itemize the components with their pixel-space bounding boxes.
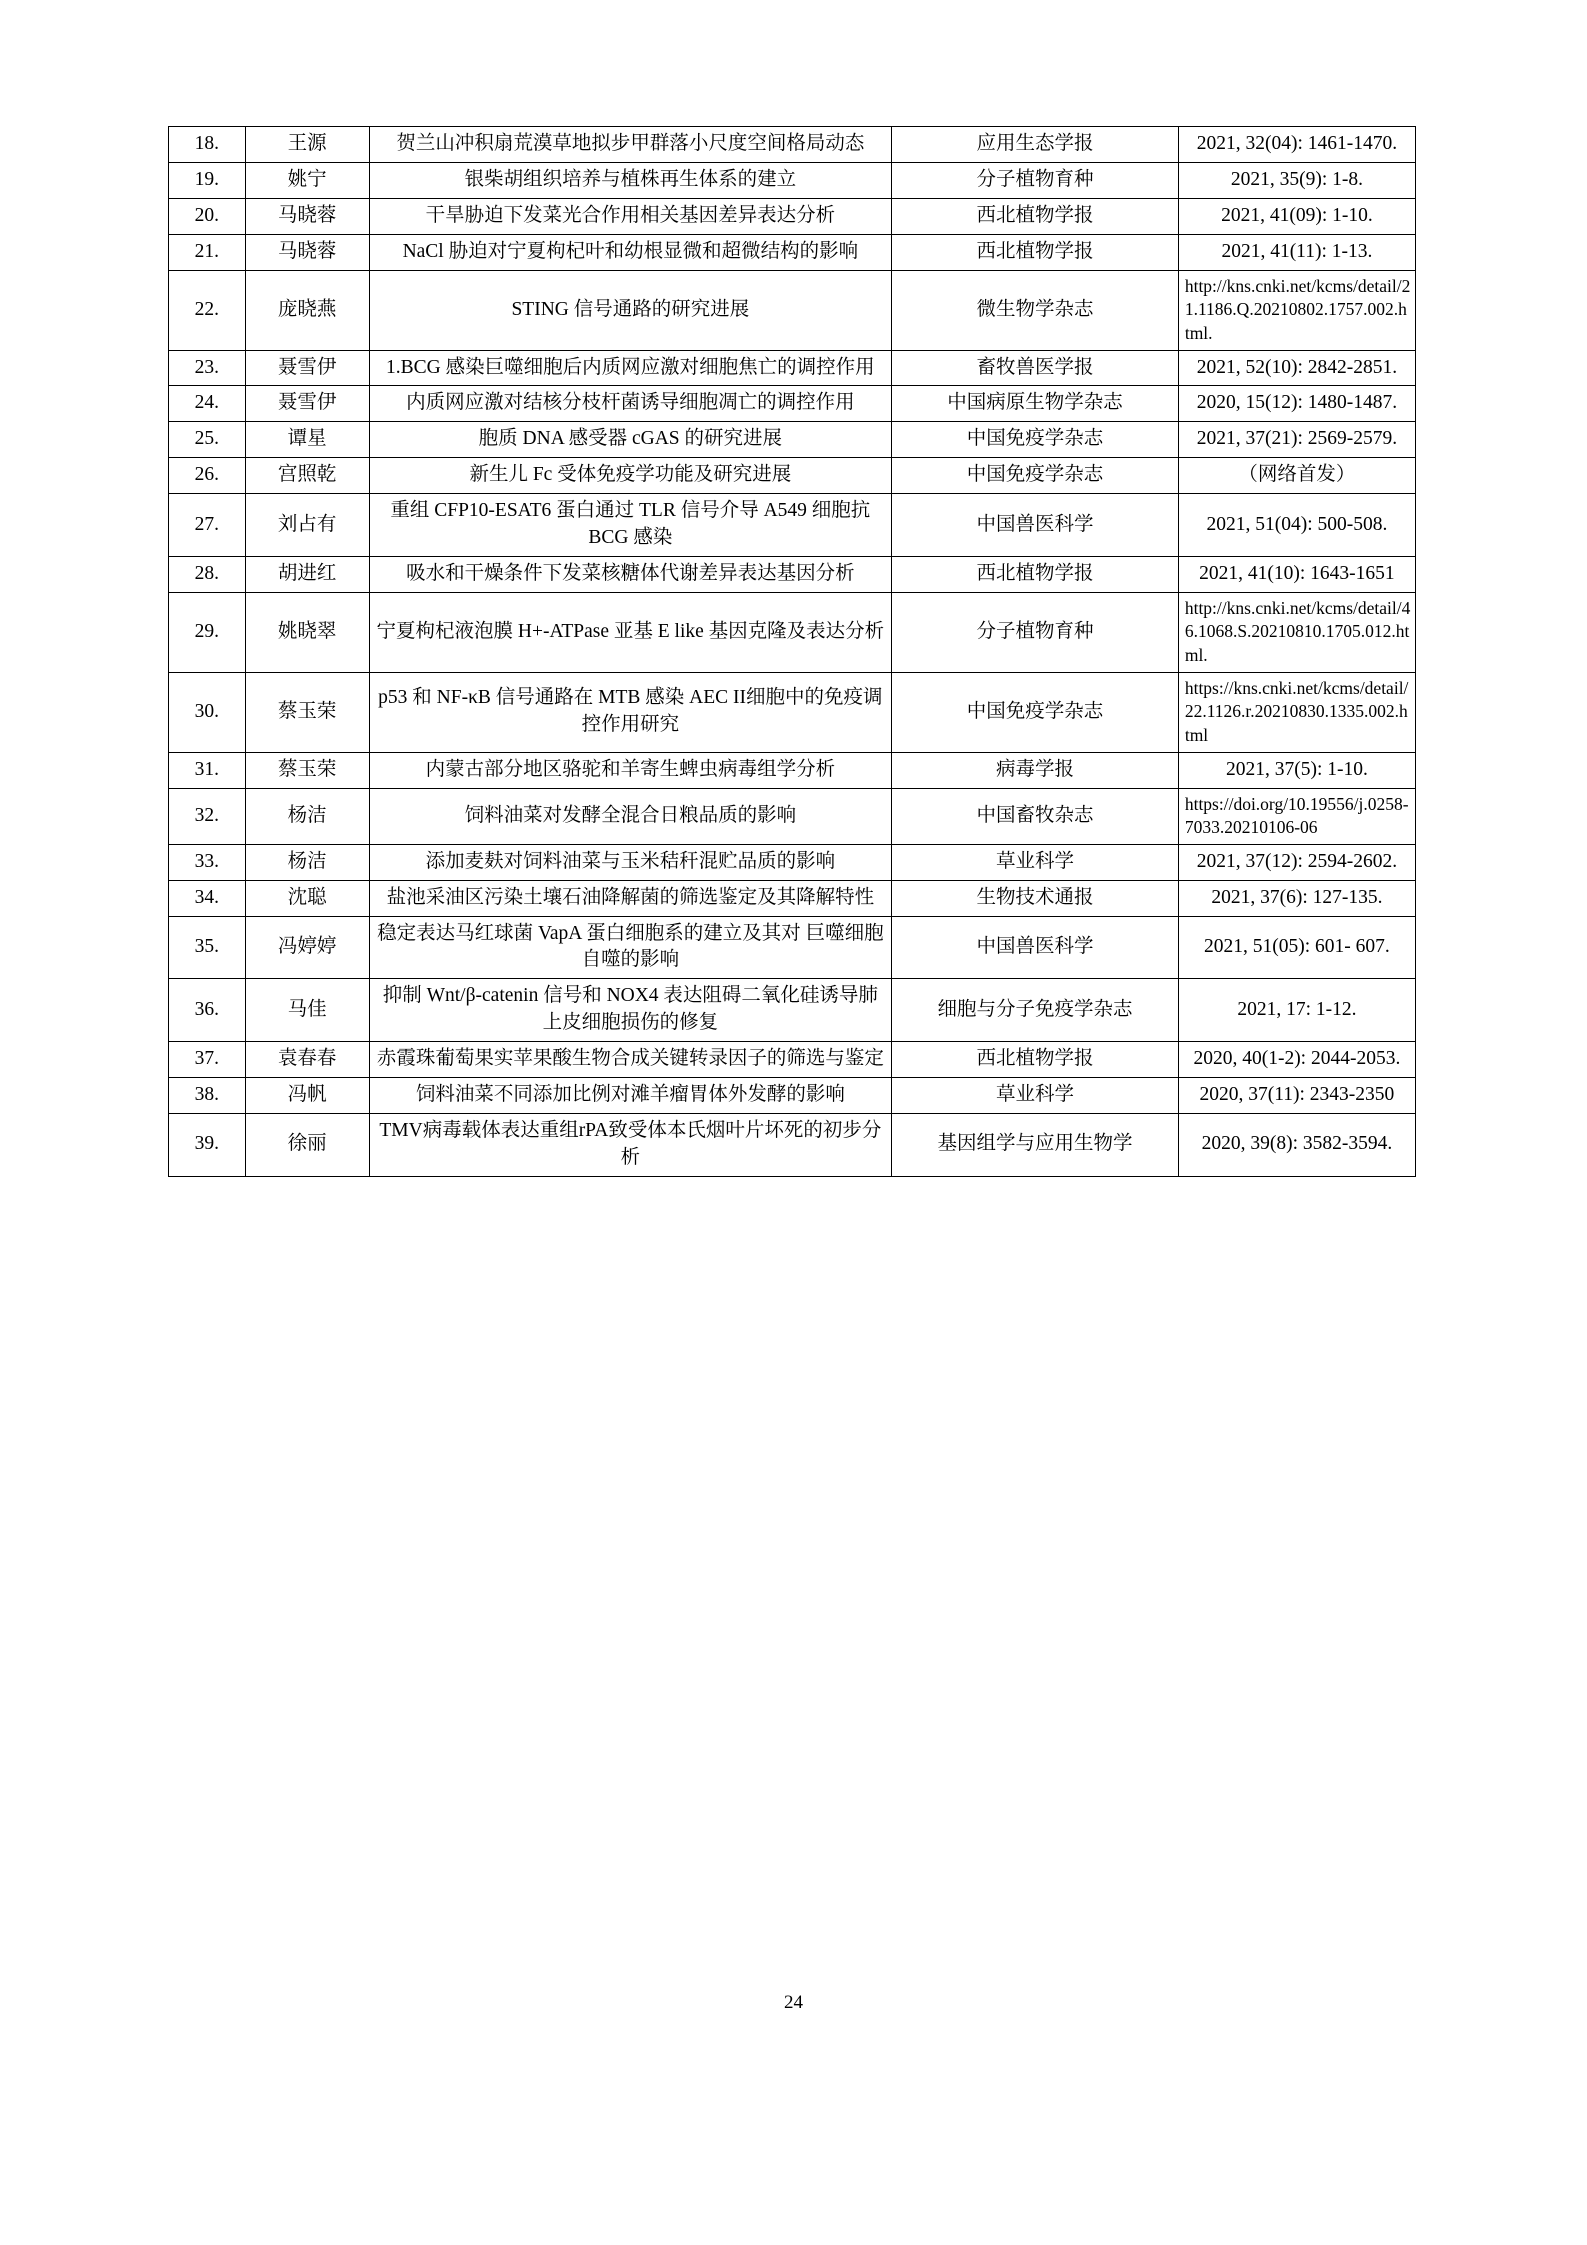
- row-journal: 西北植物学报: [892, 234, 1179, 270]
- row-journal: 中国兽医科学: [892, 494, 1179, 557]
- table-row: [169, 127, 1416, 163]
- row-index: 36.: [169, 979, 246, 1042]
- page-number: 24: [784, 1992, 803, 2013]
- row-reference-url[interactable]: http://kns.cnki.net/kcms/detail/21.1186.Q.20210802.1757.002.html.: [1178, 270, 1415, 350]
- row-author: 徐丽: [245, 1114, 369, 1177]
- row-index: 30.: [169, 672, 246, 752]
- row-journal: 中国免疫学杂志: [892, 672, 1179, 752]
- row-author: 蔡玉荣: [245, 672, 369, 752]
- row-index: 32.: [169, 788, 246, 844]
- row-journal: 中国兽医科学: [892, 916, 1179, 979]
- row-index: 25.: [169, 422, 246, 458]
- row-reference: 2021, 37(6): 127-135.: [1178, 880, 1415, 916]
- row-reference: 2021, 37(5): 1-10.: [1178, 752, 1415, 788]
- row-reference: 2021, 41(09): 1-10.: [1178, 198, 1415, 234]
- row-index: 27.: [169, 494, 246, 557]
- row-author: 聂雪伊: [245, 386, 369, 422]
- row-reference-url[interactable]: https://doi.org/10.19556/j.0258-7033.20210106-06: [1178, 788, 1415, 844]
- row-index: 18.: [169, 127, 246, 163]
- table-row: [169, 788, 1416, 844]
- table-body: [169, 127, 1416, 1177]
- row-journal: 应用生态学报: [892, 127, 1179, 163]
- row-journal: 中国病原生物学杂志: [892, 386, 1179, 422]
- row-title: 新生儿 Fc 受体免疫学功能及研究进展: [369, 458, 892, 494]
- row-title: 干旱胁迫下发菜光合作用相关基因差异表达分析: [369, 198, 892, 234]
- row-journal: 西北植物学报: [892, 1042, 1179, 1078]
- table-row: [169, 234, 1416, 270]
- row-title: 饲料油菜不同添加比例对滩羊瘤胃体外发酵的影响: [369, 1078, 892, 1114]
- row-reference: 2021, 35(9): 1-8.: [1178, 162, 1415, 198]
- row-author: 马佳: [245, 979, 369, 1042]
- row-reference: 2021, 37(21): 2569-2579.: [1178, 422, 1415, 458]
- row-reference: 2021, 41(10): 1643-1651: [1178, 556, 1415, 592]
- table-row: [169, 270, 1416, 350]
- row-title: 胞质 DNA 感受器 cGAS 的研究进展: [369, 422, 892, 458]
- row-reference-url[interactable]: http://kns.cnki.net/kcms/detail/46.1068.S.20210810.1705.012.html.: [1178, 592, 1415, 672]
- row-author: 姚晓翠: [245, 592, 369, 672]
- row-journal: 分子植物育种: [892, 162, 1179, 198]
- row-title: STING 信号通路的研究进展: [369, 270, 892, 350]
- row-author: 袁春春: [245, 1042, 369, 1078]
- row-reference: 2021, 51(04): 500-508.: [1178, 494, 1415, 557]
- row-index: 33.: [169, 844, 246, 880]
- row-index: 21.: [169, 234, 246, 270]
- row-reference: 2021, 51(05): 601- 607.: [1178, 916, 1415, 979]
- table-row: [169, 672, 1416, 752]
- row-journal: 西北植物学报: [892, 198, 1179, 234]
- row-index: 35.: [169, 916, 246, 979]
- row-index: 24.: [169, 386, 246, 422]
- table-row: [169, 979, 1416, 1042]
- row-title: 内质网应激对结核分枝杆菌诱导细胞凋亡的调控作用: [369, 386, 892, 422]
- row-index: 28.: [169, 556, 246, 592]
- row-index: 39.: [169, 1114, 246, 1177]
- row-title: p53 和 NF-κB 信号通路在 MTB 感染 AEC II细胞中的免疫调控作用研究: [369, 672, 892, 752]
- row-author: 冯帆: [245, 1078, 369, 1114]
- table-row: [169, 162, 1416, 198]
- row-author: 胡进红: [245, 556, 369, 592]
- row-title: 添加麦麸对饲料油菜与玉米秸秆混贮品质的影响: [369, 844, 892, 880]
- row-title: NaCl 胁迫对宁夏枸杞叶和幼根显微和超微结构的影响: [369, 234, 892, 270]
- table-row: [169, 386, 1416, 422]
- row-author: 沈聪: [245, 880, 369, 916]
- row-journal: 草业科学: [892, 1078, 1179, 1114]
- row-reference: 2020, 37(11): 2343-2350: [1178, 1078, 1415, 1114]
- row-journal: 草业科学: [892, 844, 1179, 880]
- table-row: [169, 916, 1416, 979]
- row-author: 马晓蓉: [245, 234, 369, 270]
- row-title: 吸水和干燥条件下发菜核糖体代谢差异表达基因分析: [369, 556, 892, 592]
- row-index: 22.: [169, 270, 246, 350]
- row-journal: 微生物学杂志: [892, 270, 1179, 350]
- row-index: 31.: [169, 752, 246, 788]
- row-title: 赤霞珠葡萄果实苹果酸生物合成关键转录因子的筛选与鉴定: [369, 1042, 892, 1078]
- row-author: 杨洁: [245, 844, 369, 880]
- row-author: 庞晓燕: [245, 270, 369, 350]
- row-journal: 细胞与分子免疫学杂志: [892, 979, 1179, 1042]
- row-reference: 2021, 37(12): 2594-2602.: [1178, 844, 1415, 880]
- table-row: [169, 422, 1416, 458]
- row-reference: 2021, 41(11): 1-13.: [1178, 234, 1415, 270]
- row-reference: 2020, 39(8): 3582-3594.: [1178, 1114, 1415, 1177]
- row-title: 1.BCG 感染巨噬细胞后内质网应激对细胞焦亡的调控作用: [369, 350, 892, 386]
- publications-table: [168, 126, 1416, 1177]
- table-row: [169, 844, 1416, 880]
- row-author: 宫照乾: [245, 458, 369, 494]
- table-row: [169, 752, 1416, 788]
- row-journal: 西北植物学报: [892, 556, 1179, 592]
- row-title: 稳定表达马红球菌 VapA 蛋白细胞系的建立及其对 巨噬细胞自噬的影响: [369, 916, 892, 979]
- row-title: TMV病毒载体表达重组rPA致受体本氏烟叶片坏死的初步分析: [369, 1114, 892, 1177]
- row-author: 刘占有: [245, 494, 369, 557]
- row-author: 马晓蓉: [245, 198, 369, 234]
- row-title: 盐池采油区污染土壤石油降解菌的筛选鉴定及其降解特性: [369, 880, 892, 916]
- row-journal: 中国免疫学杂志: [892, 458, 1179, 494]
- row-author: 杨洁: [245, 788, 369, 844]
- row-journal: 畜牧兽医学报: [892, 350, 1179, 386]
- publications-table-container: [168, 126, 1416, 1177]
- row-title: 重组 CFP10-ESAT6 蛋白通过 TLR 信号介导 A549 细胞抗 BCG 感染: [369, 494, 892, 557]
- row-author: 王源: [245, 127, 369, 163]
- row-journal: 中国畜牧杂志: [892, 788, 1179, 844]
- table-row: [169, 556, 1416, 592]
- row-index: 20.: [169, 198, 246, 234]
- table-row: [169, 1078, 1416, 1114]
- row-reference: 2021, 17: 1-12.: [1178, 979, 1415, 1042]
- row-index: 23.: [169, 350, 246, 386]
- table-row: [169, 350, 1416, 386]
- row-reference: 2021, 32(04): 1461-1470.: [1178, 127, 1415, 163]
- row-reference: 2021, 52(10): 2842-2851.: [1178, 350, 1415, 386]
- row-index: 29.: [169, 592, 246, 672]
- row-journal: 中国免疫学杂志: [892, 422, 1179, 458]
- row-reference: 2020, 15(12): 1480-1487.: [1178, 386, 1415, 422]
- table-row: [169, 198, 1416, 234]
- row-author: 姚宁: [245, 162, 369, 198]
- row-author: 冯婷婷: [245, 916, 369, 979]
- table-row: [169, 880, 1416, 916]
- row-title: 饲料油菜对发酵全混合日粮品质的影响: [369, 788, 892, 844]
- table-row: [169, 458, 1416, 494]
- table-row: [169, 494, 1416, 557]
- row-journal: 分子植物育种: [892, 592, 1179, 672]
- row-title: 宁夏枸杞液泡膜 H+-ATPase 亚基 E like 基因克隆及表达分析: [369, 592, 892, 672]
- table-row: [169, 592, 1416, 672]
- row-author: 谭星: [245, 422, 369, 458]
- table-row: [169, 1114, 1416, 1177]
- row-reference: （网络首发）: [1178, 458, 1415, 494]
- row-reference: 2020, 40(1-2): 2044-2053.: [1178, 1042, 1415, 1078]
- row-index: 26.: [169, 458, 246, 494]
- row-index: 34.: [169, 880, 246, 916]
- row-journal: 生物技术通报: [892, 880, 1179, 916]
- row-author: 聂雪伊: [245, 350, 369, 386]
- row-title: 银柴胡组织培养与植株再生体系的建立: [369, 162, 892, 198]
- table-row: [169, 1042, 1416, 1078]
- row-title: 抑制 Wnt/β-catenin 信号和 NOX4 表达阻碍二氧化硅诱导肺上皮细胞损伤的修复: [369, 979, 892, 1042]
- row-title: 贺兰山冲积扇荒漠草地拟步甲群落小尺度空间格局动态: [369, 127, 892, 163]
- row-journal: 基因组学与应用生物学: [892, 1114, 1179, 1177]
- row-index: 19.: [169, 162, 246, 198]
- row-index: 37.: [169, 1042, 246, 1078]
- row-title: 内蒙古部分地区骆驼和羊寄生蜱虫病毒组学分析: [369, 752, 892, 788]
- row-journal: 病毒学报: [892, 752, 1179, 788]
- row-index: 38.: [169, 1078, 246, 1114]
- row-reference-url[interactable]: https://kns.cnki.net/kcms/detail/22.1126.r.20210830.1335.002.html: [1178, 672, 1415, 752]
- row-author: 蔡玉荣: [245, 752, 369, 788]
